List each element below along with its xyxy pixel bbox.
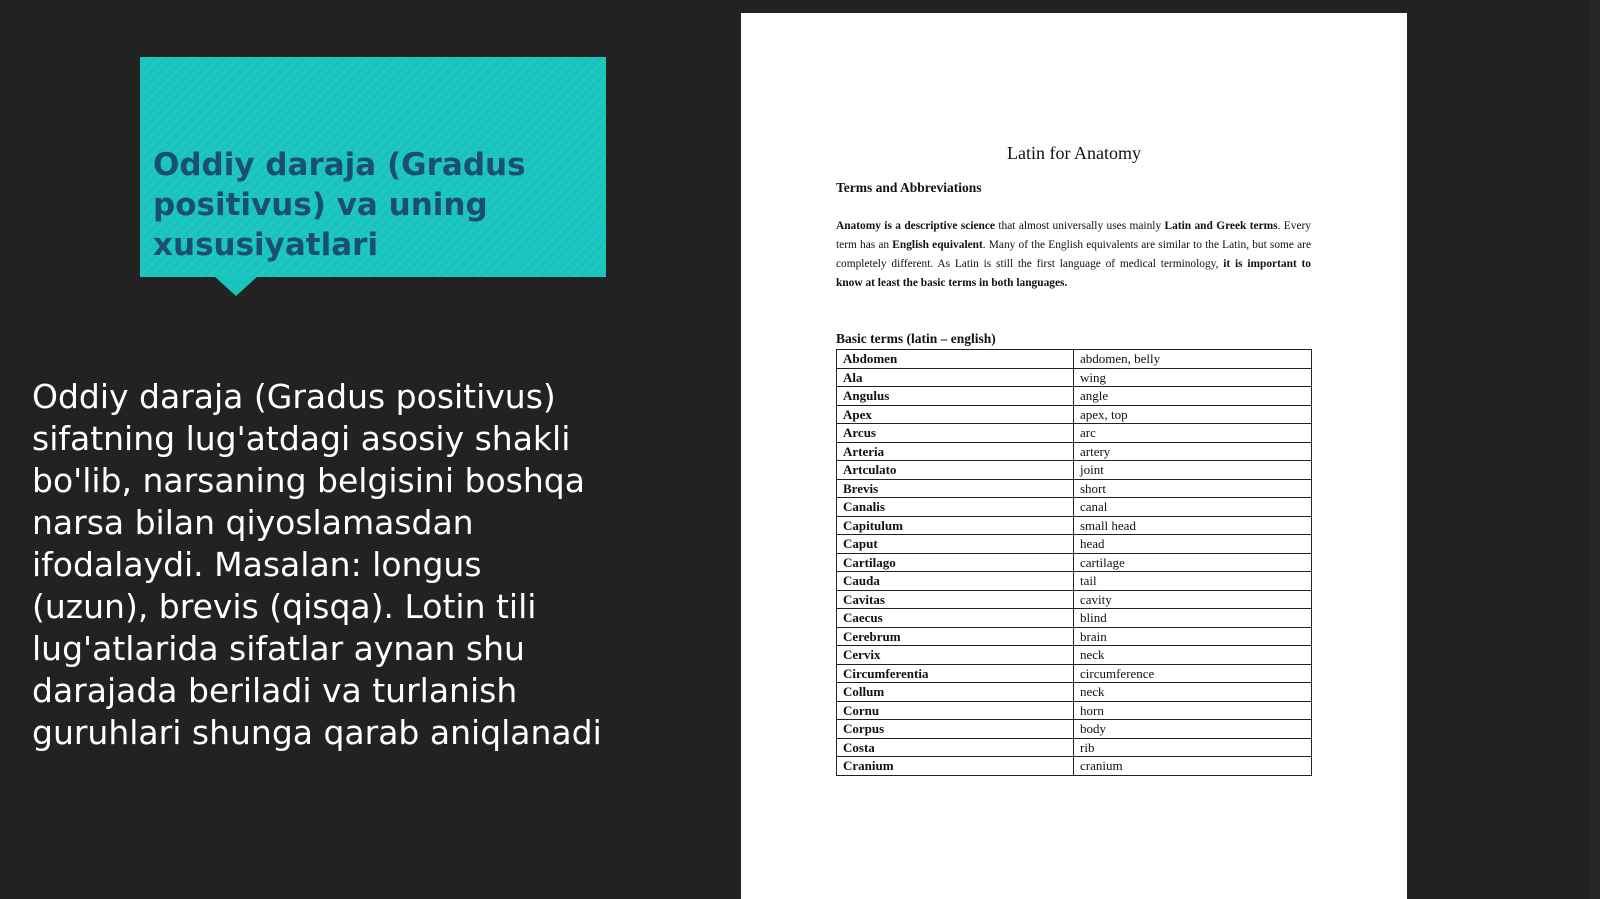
para-bold-3: Latin and Greek terms xyxy=(1164,220,1278,232)
latin-term-cell: Abdomen xyxy=(837,350,1074,369)
latin-term-cell: Cerebrum xyxy=(837,627,1074,646)
table-row xyxy=(837,609,1312,628)
latin-term-cell: Cervix xyxy=(837,646,1074,665)
terms-table-body xyxy=(837,350,1312,776)
table-row xyxy=(837,405,1312,424)
english-term-cell: cavity xyxy=(1074,590,1312,609)
english-term-cell: body xyxy=(1074,720,1312,739)
latin-term-cell: Apex xyxy=(837,405,1074,424)
table-row xyxy=(837,368,1312,387)
para-bold-7: it is important to know at least the basic terms in both languages. xyxy=(836,258,1311,289)
english-term-cell: canal xyxy=(1074,498,1312,517)
english-term-cell: horn xyxy=(1074,701,1312,720)
document-paragraph xyxy=(836,217,1311,293)
table-row xyxy=(837,387,1312,406)
latin-term-cell: Arteria xyxy=(837,442,1074,461)
table-row xyxy=(837,479,1312,498)
table-row xyxy=(837,664,1312,683)
table-row xyxy=(837,683,1312,702)
english-term-cell: cranium xyxy=(1074,757,1312,776)
english-term-cell: rib xyxy=(1074,738,1312,757)
english-term-cell: arc xyxy=(1074,424,1312,443)
english-term-cell: tail xyxy=(1074,572,1312,591)
latin-term-cell: Costa xyxy=(837,738,1074,757)
table-row xyxy=(837,572,1312,591)
table-row xyxy=(837,757,1312,776)
terms-table xyxy=(836,349,1312,776)
document-subtitle: Terms and Abbreviations xyxy=(836,180,982,195)
english-term-cell: apex, top xyxy=(1074,405,1312,424)
table-row xyxy=(837,646,1312,665)
latin-term-cell: Caecus xyxy=(837,609,1074,628)
latin-term-cell: Circumferentia xyxy=(837,664,1074,683)
table-row xyxy=(837,535,1312,554)
latin-term-cell: Cranium xyxy=(837,757,1074,776)
para-bold-5: English equivalent xyxy=(892,239,983,251)
latin-term-cell: Ala xyxy=(837,368,1074,387)
latin-term-cell: Artculato xyxy=(837,461,1074,480)
table-row xyxy=(837,701,1312,720)
document-title: Latin for Anatomy xyxy=(1007,143,1141,163)
para-bold-1: Anatomy is a descriptive science xyxy=(836,220,995,232)
callout-pointer xyxy=(214,276,258,296)
table-row xyxy=(837,738,1312,757)
english-term-cell: cartilage xyxy=(1074,553,1312,572)
table-row xyxy=(837,627,1312,646)
latin-term-cell: Canalis xyxy=(837,498,1074,517)
english-term-cell: circumference xyxy=(1074,664,1312,683)
table-row xyxy=(837,498,1312,517)
latin-term-cell: Caput xyxy=(837,535,1074,554)
english-term-cell: neck xyxy=(1074,646,1312,665)
english-term-cell: small head xyxy=(1074,516,1312,535)
table-row xyxy=(837,720,1312,739)
latin-term-cell: Cauda xyxy=(837,572,1074,591)
table-row xyxy=(837,424,1312,443)
english-term-cell: angle xyxy=(1074,387,1312,406)
latin-term-cell: Cornu xyxy=(837,701,1074,720)
para-text-4: . Every term has an xyxy=(836,220,1311,251)
table-row xyxy=(837,553,1312,572)
latin-term-cell: Brevis xyxy=(837,479,1074,498)
table-caption: Basic terms (latin – english) xyxy=(836,331,996,346)
table-row xyxy=(837,350,1312,369)
table-row xyxy=(837,461,1312,480)
latin-term-cell: Angulus xyxy=(837,387,1074,406)
title-callout xyxy=(140,57,606,277)
table-row xyxy=(837,516,1312,535)
english-term-cell: joint xyxy=(1074,461,1312,480)
latin-term-cell: Arcus xyxy=(837,424,1074,443)
latin-term-cell: Capitulum xyxy=(837,516,1074,535)
latin-term-cell: Corpus xyxy=(837,720,1074,739)
english-term-cell: wing xyxy=(1074,368,1312,387)
english-term-cell: neck xyxy=(1074,683,1312,702)
slide-edge xyxy=(1590,0,1600,899)
english-term-cell: head xyxy=(1074,535,1312,554)
table-row xyxy=(837,590,1312,609)
english-term-cell: artery xyxy=(1074,442,1312,461)
latin-term-cell: Cartilago xyxy=(837,553,1074,572)
slide-title: Oddiy daraja (Gradus positivus) va uning xususiyatlari xyxy=(153,147,526,263)
english-term-cell: abdomen, belly xyxy=(1074,350,1312,369)
document-image xyxy=(741,13,1407,899)
latin-term-cell: Collum xyxy=(837,683,1074,702)
latin-term-cell: Cavitas xyxy=(837,590,1074,609)
english-term-cell: short xyxy=(1074,479,1312,498)
english-term-cell: blind xyxy=(1074,609,1312,628)
para-text-2: that almost universally uses mainly xyxy=(995,220,1165,232)
table-row xyxy=(837,442,1312,461)
slide-body-text: Oddiy daraja (Gradus positivus) sifatning lug'atdagi asosiy shakli bo'lib, narsaning belgisini boshqa narsa bilan qiyoslamasdan ifodalaydi. Masalan: longus (uzun), brevis (qisqa). Lotin tili lug'atlarida sifatlar aynan shu darajada beriladi va turlanish guruhlari shunga qarab aniqlanadi xyxy=(32,377,602,752)
para-text-6: . Many of the English equivalents are similar to the Latin, but some are completely different. As Latin is still the first language of medical terminology, xyxy=(836,239,1312,270)
english-term-cell: brain xyxy=(1074,627,1312,646)
